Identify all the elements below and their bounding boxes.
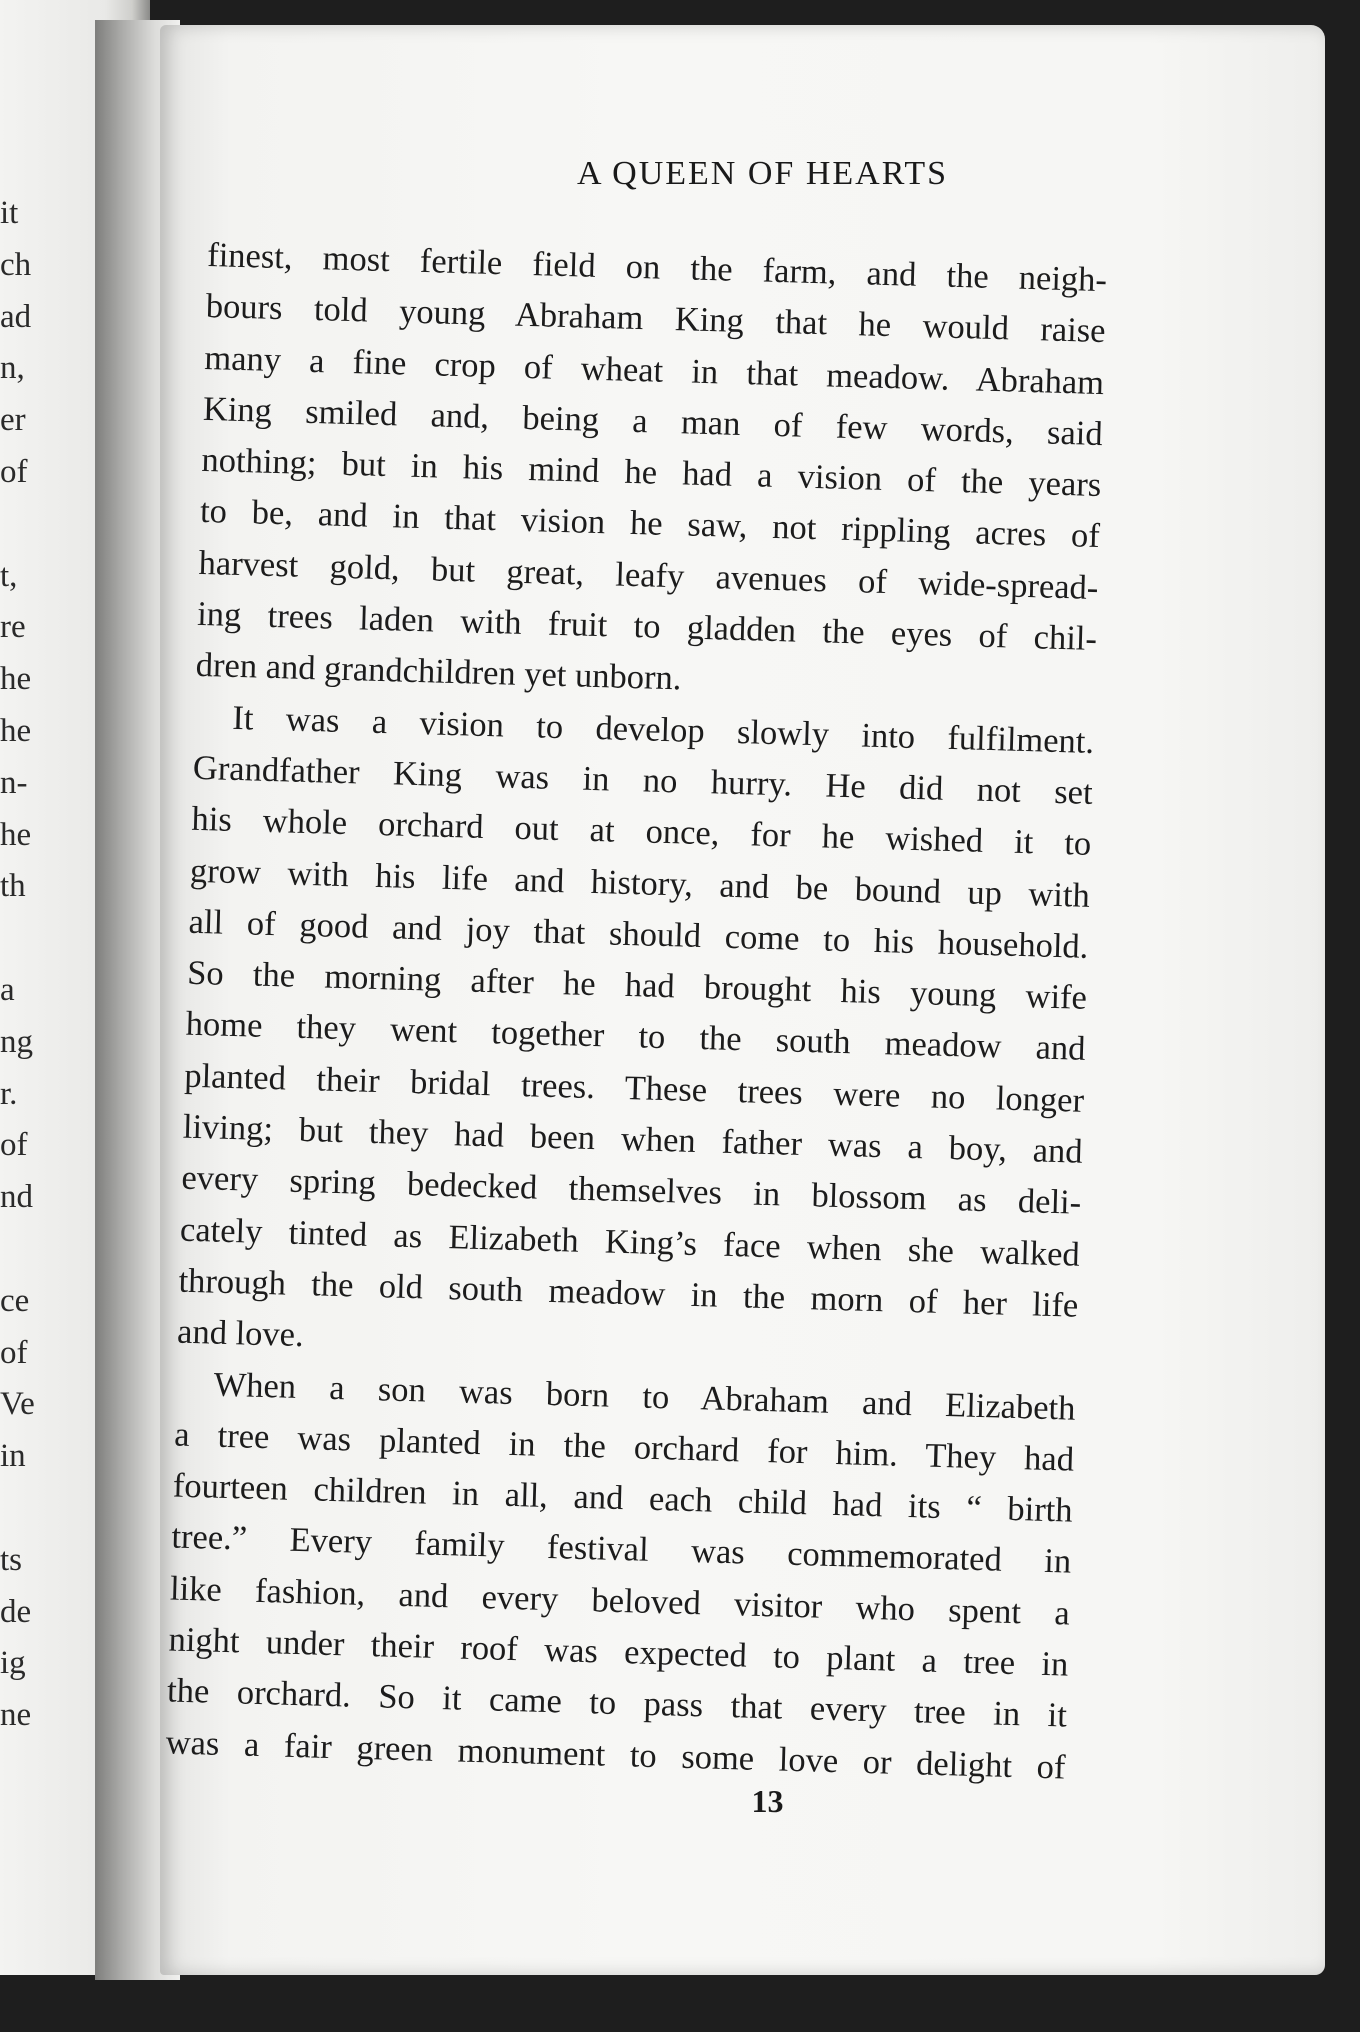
text-line: nothing; but in his mind he had a vision of the years <box>201 441 1102 505</box>
text-line: night under their roof was expected to plant a tree in <box>168 1620 1069 1684</box>
body-text <box>165 230 1108 1793</box>
left-page-fragment: he <box>0 816 32 853</box>
text-line: was a fair green monument to some love or delight of <box>165 1723 1066 1787</box>
left-page-fragment: de <box>0 1593 32 1630</box>
text-line: harvest gold, but great, leafy avenues of wide-spread- <box>198 543 1099 607</box>
text-line: Grandfather King was in no hurry. He did not set <box>192 748 1094 812</box>
text-line: the orchard. So it came to pass that every tree in it <box>166 1671 1068 1735</box>
left-page-fragment: he <box>0 713 32 749</box>
text-line: bours told young Abraham King that he would raise <box>205 287 1107 351</box>
left-page-fragment: ch <box>0 246 32 283</box>
left-page-fragment: of <box>0 454 28 490</box>
text-line: tree.” Every family festival was commemorated in <box>170 1517 1072 1582</box>
left-page-fragment: in <box>0 1438 26 1475</box>
book-page <box>160 25 1325 1975</box>
text-line: So the morning after he had brought his young wife <box>186 953 1088 1017</box>
left-page-fragment: ad <box>0 298 32 335</box>
left-page-fragment: re <box>0 609 26 646</box>
left-page-fragment: a <box>0 972 15 1008</box>
text-line: like fashion, and every beloved visitor who spent a <box>169 1569 1071 1633</box>
text-line: to be, and in that vision he saw, not rippling acres of <box>199 492 1101 556</box>
left-page-fragment: r. <box>0 1075 18 1112</box>
left-page-fragment: he <box>0 661 32 698</box>
text-line: and love. <box>176 1312 305 1355</box>
left-page-fragment: n, <box>0 350 25 387</box>
text-line: fourteen children in all, and each child had its “ birth <box>172 1466 1074 1530</box>
left-page-fragment: ng <box>0 1023 33 1060</box>
text-line: ing trees laden with fruit to gladden the eyes of chil- <box>196 594 1098 659</box>
left-page-fragment: Ve <box>0 1386 35 1423</box>
paragraph-2 <box>176 691 1094 1383</box>
left-page-fragment: of <box>0 1127 28 1164</box>
text-line: It was a vision to develop slowly into fulfilment. <box>231 698 1095 761</box>
left-page-fragment: er <box>0 402 26 439</box>
text-line: grow with his life and history, and be bound up with <box>189 851 1091 915</box>
text-line: his whole orchard out at once, for he wished it to <box>191 800 1092 864</box>
left-page-fragment: ce <box>0 1282 30 1319</box>
text-line: every spring bedecked themselves in blossom as deli- <box>180 1158 1082 1223</box>
left-page-fragment: ne <box>0 1697 32 1734</box>
left-page-fragment: ts <box>0 1541 23 1578</box>
running-head: A QUEEN OF HEARTS <box>576 155 949 192</box>
left-page-fragment: it <box>0 195 19 231</box>
left-page-fragment: t, <box>0 557 18 594</box>
text-line: planted their bridal trees. These trees were no longer <box>183 1056 1085 1120</box>
text-line: dren and grandchildren yet unborn. <box>195 646 682 698</box>
left-page-fragment: of <box>0 1334 28 1371</box>
text-line: finest, most fertile field on the farm, and the neigh- <box>206 235 1108 300</box>
left-page-fragment: n- <box>0 764 28 801</box>
left-page-fragment: nd <box>0 1179 33 1216</box>
text-line: all of good and joy that should come to his household. <box>188 902 1089 966</box>
left-page-fragment: th <box>0 868 26 905</box>
paragraph-3 <box>165 1358 1076 1793</box>
text-line: many a fine crop of wheat in that meadow. Abraham <box>203 338 1105 402</box>
text-line: cately tinted as Elizabeth King’s face when she walked <box>179 1210 1081 1274</box>
text-line: home they went together to the south meadow and <box>185 1005 1086 1069</box>
text-line: through the old south meadow in the morn of her life <box>178 1261 1079 1325</box>
text-line: living; but they had been when father was a boy, and <box>182 1107 1084 1171</box>
left-page-fragment: ig <box>0 1645 26 1682</box>
text-line: a tree was planted in the orchard for him. They had <box>173 1415 1075 1479</box>
text-line: When a son was born to Abraham and Elizabeth <box>213 1365 1076 1428</box>
paragraph-1 <box>195 230 1108 717</box>
text-line: King smiled and, being a man of few words, said <box>202 389 1104 453</box>
page-number: 13 <box>751 1783 784 1819</box>
